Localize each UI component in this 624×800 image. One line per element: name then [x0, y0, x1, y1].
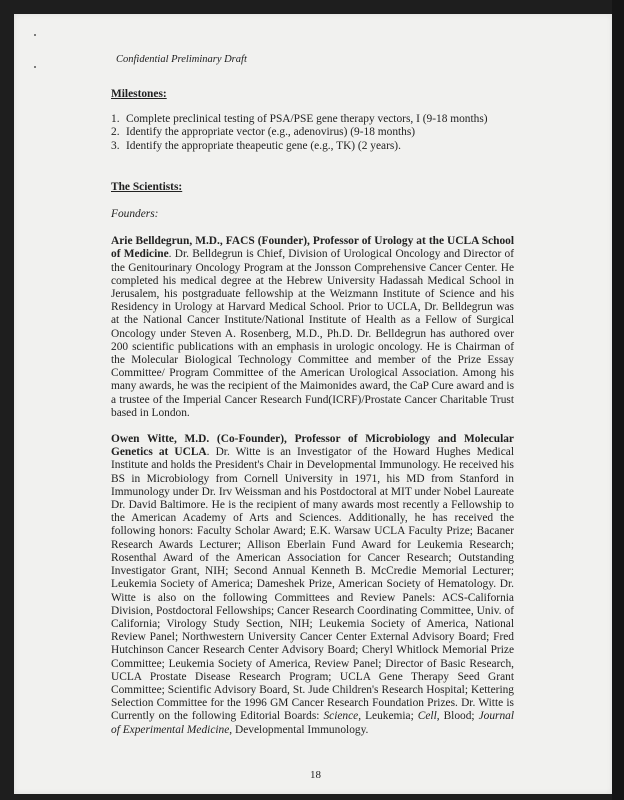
- founders-label: Founders:: [111, 208, 159, 221]
- milestones-list: [111, 113, 514, 153]
- editorial-text: , Blood;: [436, 710, 479, 723]
- journal-title: Cell: [417, 710, 437, 723]
- bio-text: . Dr. Witte is an Investigator of the Howard Hughes Medical Institute and holds the President's Chair in Developmental Immunology. He received his BS in Microbiology from Cornell University in 1971, his MD from Stanford in Immunology under Dr. Irv Weissman and his Postdoctoral at MIT under Nobel Laureate Dr. David Baltimore. He is the recipient of many awards most recently a Fellowship to the American Academy of Arts and Sciences. Additionally, he has received the following honors: Faculty Scholar Award; E.K. Warsaw UCLA Faculty Prize; Bacaner Research Awards Lecturer; Allison Eberlain Fund Award for Leukemia Research; Rosenthal Award of the American Association for Cancer Research; Outstanding Investigator Grant, NIH; Second Annual Kenneth B. McCredie Memorial Lecturer; Leukemia Society of America; Dameshek Prize, American Society of Hematology. Dr. Witte is also on the following Committees and Review Panels: ACS-California Division, Postdoctoral Fellowships; Cancer Research Coordinating Committee, Univ. of California; Virology Study Section, NIH; Leukemia Society of America, National Review Panel; Northwestern University Cancer Center External Advisory Board; Fred Hutchinson Cancer Research Center Advisory Board; Cheryl Whitlock Memorial Prize Committee; Leukemia Society of America, Review Panel; Director of Basic Research, UCLA Prostate Disease Research Program; UCLA Gene Therapy Seed Grant Committee; Scientific Advisory Board, St. Jude Children's Research Hospital; Kettering Selection Committee for the 1996 GM Cancer Research Foundation Prizes. Dr. Witte is Currently on the following Editorial Boards:: [111, 446, 515, 723]
- page-number: 18: [310, 769, 321, 781]
- scan-speck: [34, 66, 36, 68]
- editorial-text: , Leukemia;: [358, 710, 418, 723]
- bio-name: Owen Witte, M.D. (Co-Founder), Professor of Microbiology and Molecular Genetics at UCLA: [111, 433, 514, 459]
- bio-text: . Dr. Belldegrun is Chief, Division of Urological Oncology and Director of the Genitourinary Oncology Program at the Jonsson Comprehensive Cancer Center. He completed his medical degree at the Hebrew University Hadassah Medical School in Jerusalem, his postgraduate fellowship at the Weizmann Institute of Science and his Residency in Urology at Harvard Medical School. Prior to UCLA, Dr. Belldegrun was at the National Cancer Institute/National Institute of Health as a Fellow of Surgical Oncology under Steven A. Rosenberg, M.D., Ph.D. Dr. Belldegrun has authored over 200 scientific publications with an emphasis in urologic oncology. He is Chairman of the Molecular Biological Technology Committee and member of the Prize Essay Committee/ Program Committee of the American Urological Association. Among his many awards, he was the recipient of the Maimonides award, the CaP Cure award and is a trustee of the Imperial Cancer Research Fund(ICRF)/Prostate Cancer Charitable Trust based in London.: [111, 248, 514, 419]
- editorial-text: , Developmental Immunology.: [229, 723, 369, 736]
- document-body: [111, 88, 514, 737]
- scan-border: [612, 0, 624, 800]
- scan-speck: [34, 34, 36, 36]
- page-header: Confidential Preliminary Draft: [116, 54, 247, 65]
- list-item: 3. Identify the appropriate theapeutic gene (e.g., TK) (2 years).: [111, 139, 401, 152]
- journal-title: Journal of Experimental Medicine: [111, 710, 515, 736]
- scientists-title: The Scientists:: [111, 180, 183, 193]
- list-item: 1. Complete preclinical testing of PSA/PSE gene therapy vectors, I (9-18 months): [111, 113, 488, 126]
- milestones-title: Milestones:: [111, 88, 167, 100]
- bio-witte: [111, 433, 514, 737]
- list-item: 2. Identify the appropriate vector (e.g., adenovirus) (9-18 months): [111, 126, 416, 139]
- bio-belldegrun: [111, 235, 514, 420]
- bio-name: Arie Belldegrun, M.D., FACS (Founder), Professor of Urology at the UCLA School of Medicine: [111, 235, 514, 261]
- document-page: [14, 14, 612, 794]
- journal-title: Science: [323, 710, 359, 723]
